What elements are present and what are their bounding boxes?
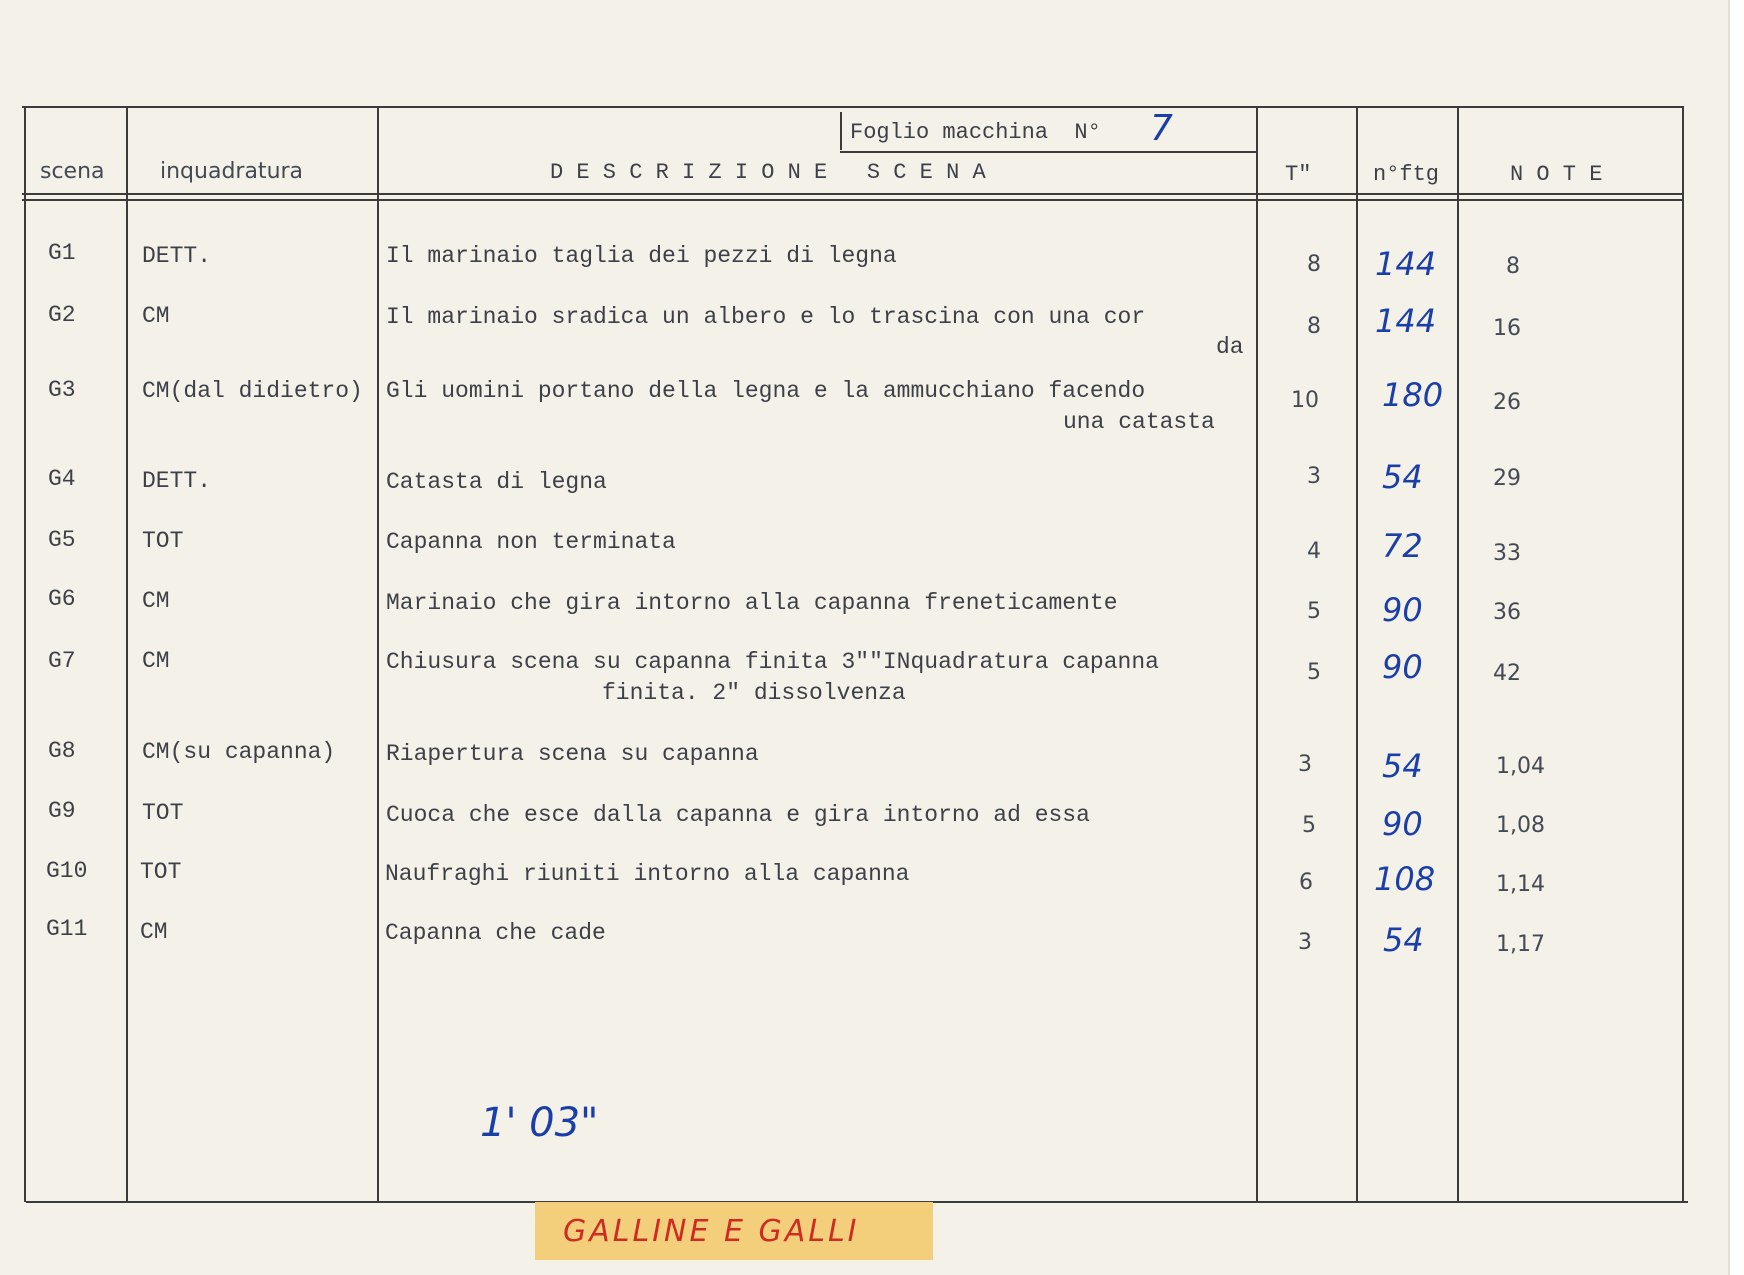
cell-note: 1,14 xyxy=(1496,872,1545,897)
cell-descrizione-cont: una catasta xyxy=(1063,409,1215,435)
cell-inquadratura: CM xyxy=(142,588,170,614)
cell-nftg: 144 xyxy=(1375,302,1437,340)
cell-nftg: 90 xyxy=(1382,648,1423,686)
cell-t: 5 xyxy=(1307,599,1321,624)
table-top-rule xyxy=(22,106,1684,108)
cell-note: 8 xyxy=(1506,254,1520,279)
column-rule-nftg xyxy=(1457,106,1459,1202)
header-t: T" xyxy=(1285,162,1312,187)
column-rule-t xyxy=(1356,106,1358,1202)
cell-nftg: 54 xyxy=(1382,747,1423,785)
cell-descrizione: Marinaio che gira intorno alla capanna freneticamente xyxy=(386,590,1118,616)
cell-t: 3 xyxy=(1298,752,1312,777)
cell-nftg: 180 xyxy=(1382,376,1444,414)
header-inquadratura: inquadratura xyxy=(160,159,304,184)
cell-inquadratura: CM xyxy=(142,303,170,329)
cell-descrizione: Gli uomini portano della legna e la ammucchiano facendo xyxy=(386,378,1146,404)
cell-descrizione: Catasta di legna xyxy=(386,469,607,495)
column-rule-scena xyxy=(126,106,128,1202)
cell-t: 8 xyxy=(1307,252,1321,277)
foglio-label: Foglio macchina N° xyxy=(850,120,1101,145)
cell-scena: G11 xyxy=(46,916,88,942)
foglio-number: 7 xyxy=(1150,108,1173,149)
cell-descrizione-cont: da xyxy=(1216,334,1244,360)
header-scena: scena xyxy=(40,159,105,184)
cell-inquadratura: CM xyxy=(142,648,170,674)
header-descrizione: D E S C R I Z I O N E S C E N A xyxy=(550,160,986,185)
cell-note: 16 xyxy=(1493,316,1521,341)
cell-inquadratura: TOT xyxy=(140,859,182,885)
cell-descrizione: Capanna non terminata xyxy=(386,529,676,555)
cell-descrizione-cont: finita. 2" dissolvenza xyxy=(602,680,906,706)
cell-scena: G1 xyxy=(48,240,76,266)
column-rule-right xyxy=(1682,106,1684,1202)
cell-inquadratura: TOT xyxy=(142,800,184,826)
cell-t: 5 xyxy=(1302,813,1316,838)
cell-descrizione: Il marinaio sradica un albero e lo trascina con una cor xyxy=(386,304,1146,330)
header-bottom-rule-2 xyxy=(22,199,1684,201)
foglio-box-left xyxy=(840,112,842,150)
handwritten-total: 1' 03" xyxy=(480,1100,599,1146)
title-sticker xyxy=(535,1202,933,1260)
cell-inquadratura: DETT. xyxy=(142,243,212,269)
column-rule-left xyxy=(24,106,26,1202)
cell-note: 29 xyxy=(1493,466,1521,491)
cell-note: 1,08 xyxy=(1496,813,1545,838)
cell-nftg: 90 xyxy=(1382,805,1423,843)
cell-t: 5 xyxy=(1307,660,1321,685)
cell-nftg: 144 xyxy=(1375,245,1437,283)
column-rule-inquadratura xyxy=(377,106,379,1202)
cell-note: 26 xyxy=(1493,390,1521,415)
cell-descrizione: Cuoca che esce dalla capanna e gira intorno ad essa xyxy=(386,802,1090,828)
foglio-box-bottom xyxy=(840,151,1256,153)
cell-note: 33 xyxy=(1493,541,1521,566)
cell-nftg: 72 xyxy=(1382,527,1423,565)
cell-scena: G7 xyxy=(48,648,76,674)
cell-t: 8 xyxy=(1307,314,1321,339)
cell-scena: G6 xyxy=(48,586,76,612)
cell-descrizione: Il marinaio taglia dei pezzi di legna xyxy=(386,243,897,269)
cell-t: 3 xyxy=(1307,464,1321,489)
cell-scena: G4 xyxy=(48,466,76,492)
cell-inquadratura: CM(su capanna) xyxy=(142,739,336,765)
cell-note: 1,17 xyxy=(1496,932,1545,957)
header-nftg: n°ftg xyxy=(1373,162,1440,187)
cell-descrizione: Riapertura scena su capanna xyxy=(386,741,759,767)
title-sticker-text: GALLINE E GALLI xyxy=(563,1214,860,1249)
cell-t: 3 xyxy=(1298,930,1312,955)
header-note: N O T E xyxy=(1510,162,1603,187)
cell-nftg: 54 xyxy=(1382,458,1423,496)
cell-descrizione: Chiusura scena su capanna finita 3""INquadratura capanna xyxy=(386,649,1159,675)
cell-nftg: 108 xyxy=(1374,860,1436,898)
cell-t: 6 xyxy=(1299,870,1313,895)
header-bottom-rule-1 xyxy=(22,193,1684,195)
cell-inquadratura: TOT xyxy=(142,528,184,554)
cell-scena: G8 xyxy=(48,738,76,764)
cell-scena: G9 xyxy=(48,798,76,824)
cell-scena: G5 xyxy=(48,527,76,553)
cell-nftg: 54 xyxy=(1383,921,1424,959)
cell-note: 1,04 xyxy=(1496,754,1545,779)
cell-scena: G10 xyxy=(46,858,88,884)
cell-note: 42 xyxy=(1493,661,1521,686)
cell-descrizione: Naufraghi riuniti intorno alla capanna xyxy=(385,861,910,887)
cell-t: 4 xyxy=(1307,539,1321,564)
cell-inquadratura: CM(dal didietro) xyxy=(142,378,363,404)
cell-descrizione: Capanna che cade xyxy=(385,920,606,946)
cell-note: 36 xyxy=(1493,600,1521,625)
cell-scena: G3 xyxy=(48,377,76,403)
cell-t: 10 xyxy=(1291,388,1319,413)
cell-nftg: 90 xyxy=(1382,591,1423,629)
cell-inquadratura: CM xyxy=(140,919,168,945)
cell-inquadratura: DETT. xyxy=(142,468,212,494)
column-rule-descrizione xyxy=(1256,106,1258,1202)
cell-scena: G2 xyxy=(48,302,76,328)
